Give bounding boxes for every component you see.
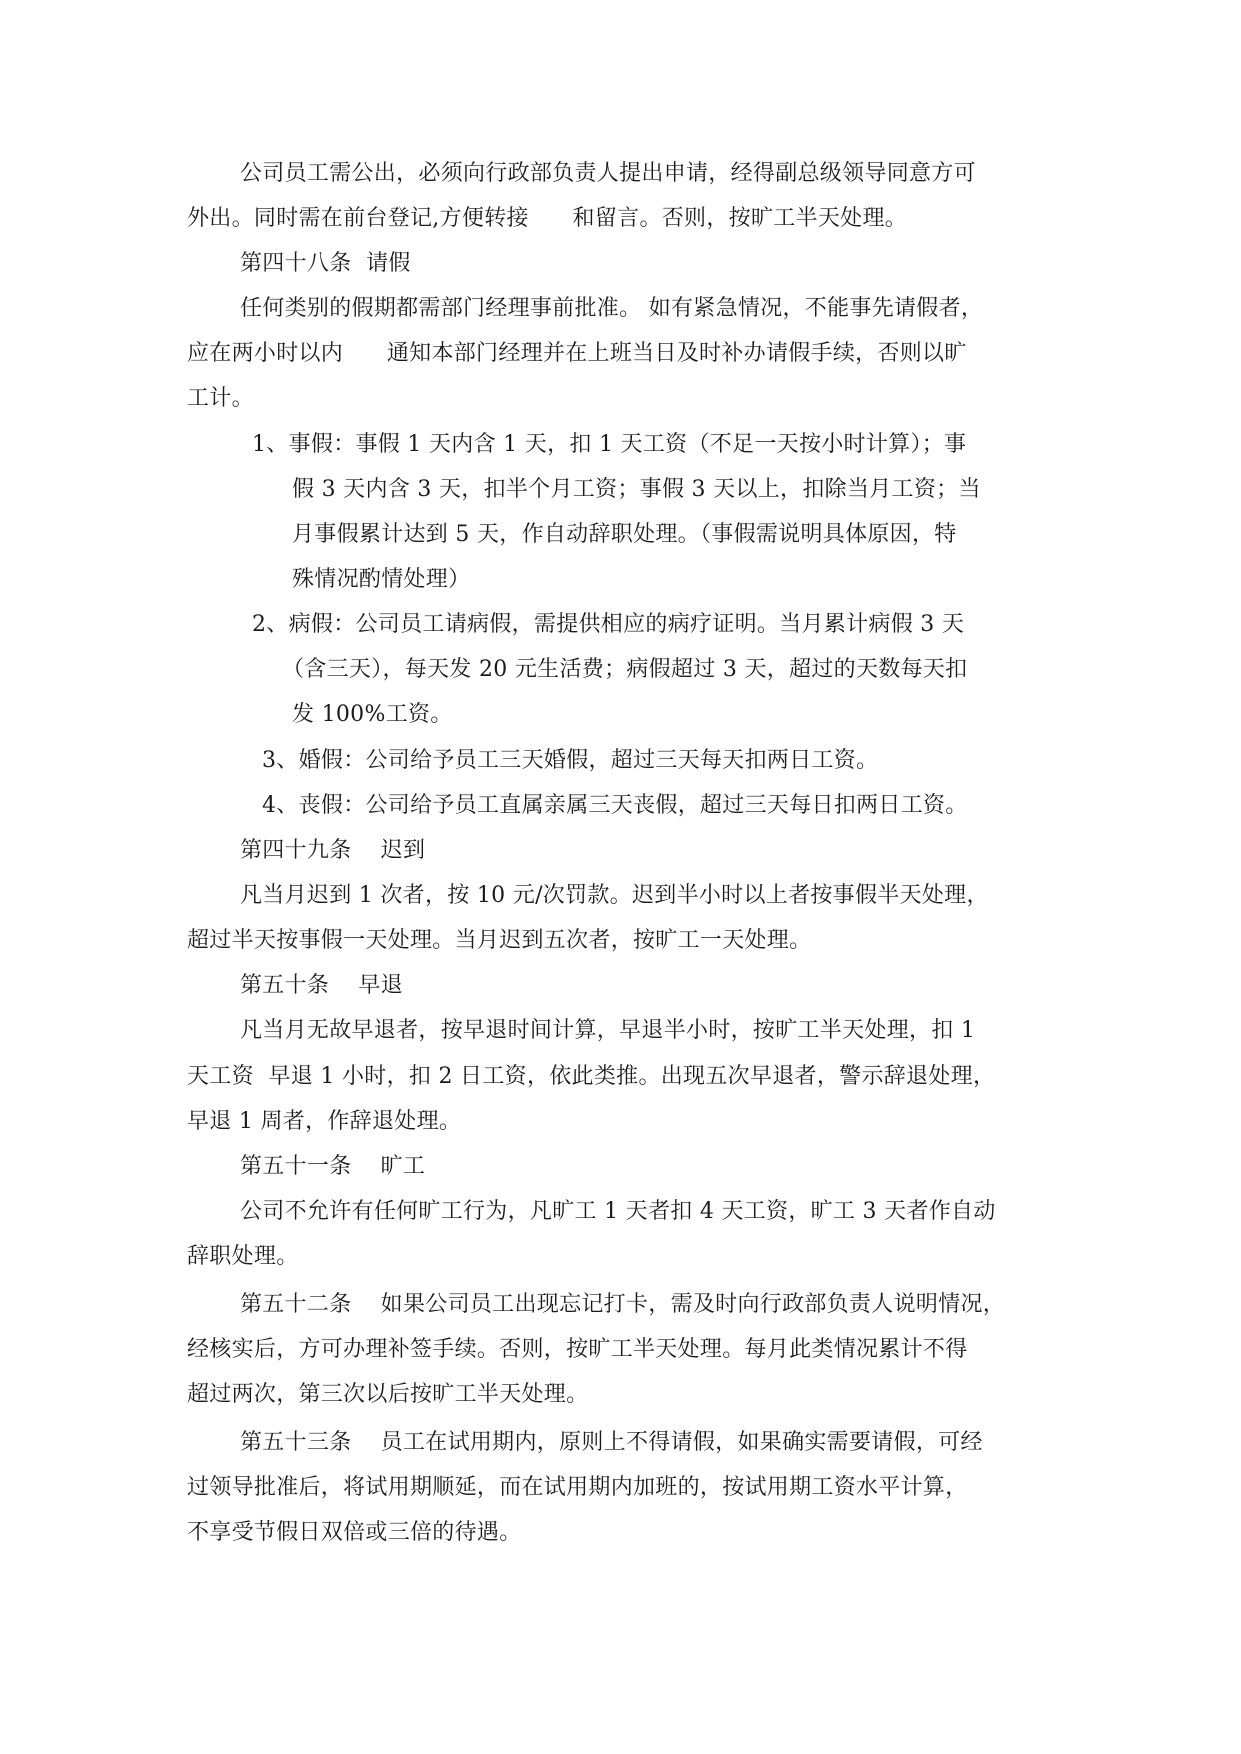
text-line: 殊情况酌情处理） [292,567,471,592]
text-line: 不享受节假日双倍或三倍的待遇。 [187,1520,522,1545]
list-item-bereavement-leave: 4、丧假：公司给予员工直属亲属三天丧假，超过三天每日扣两日工资。 [262,793,968,818]
heading-article-51: 第五十一条 旷工 [240,1154,426,1179]
text-line: 工计。 [187,386,254,411]
text-line: 凡当月无故早退者，按早退时间计算，早退半小时，按旷工半天处理，扣 1 [240,1018,976,1043]
heading-article-49: 第四十九条 迟到 [240,838,426,863]
heading-article-50: 第五十条 早退 [240,973,403,998]
text-line: 过领导批准后，将试用期顺延，而在试用期内加班的，按试用期工资水平计算， [187,1475,968,1500]
text-line: 任何类别的假期都需部门经理事前批准。 如有紧急情况，不能事先请假者， [240,296,984,321]
text-line: 超过两次，第三次以后按旷工半天处理。 [187,1382,589,1407]
text-line: 外出。同时需在前台登记,方便转接 和留言。否则，按旷工半天处理。 [187,206,908,231]
text-line: 经核实后，方可办理补签手续。否则，按旷工半天处理。每月此类情况累计不得 [187,1337,968,1362]
text-line: 超过半天按事假一天处理。当月迟到五次者，按旷工一天处理。 [187,928,812,953]
text-line: 月事假累计达到 5 天，作自动辞职处理。（事假需说明具体原因，特 [292,522,957,547]
heading-article-48: 第四十八条 请假 [240,251,411,276]
article-52-line: 第五十二条 如果公司员工出现忘记打卡，需及时向行政部负责人说明情况， [240,1292,1006,1317]
text-line: 假 3 天内含 3 天，扣半个月工资；事假 3 天以上，扣除当月工资；当 [292,477,981,502]
list-item-marriage-leave: 3、婚假：公司给予员工三天婚假，超过三天每天扣两日工资。 [262,748,879,773]
article-53-line: 第五十三条 员工在试用期内，原则上不得请假，如果确实需要请假，可经 [240,1430,983,1455]
list-item-personal-leave: 1、事假：事假 1 天内含 1 天，扣 1 天工资（不足一天按小时计算）；事 [252,432,967,457]
text-line: 应在两小时以内 通知本部门经理并在上班当日及时补办请假手续，否则以旷 [187,341,967,366]
text-line: 天工资 早退 1 小时，扣 2 日工资，依此类推。出现五次早退者，警示辞退处理， [187,1064,996,1089]
text-line: 发 100%工资。 [292,702,453,727]
text-line: 公司不允许有任何旷工行为，凡旷工 1 天者扣 4 天工资，旷工 3 天者作自动 [240,1199,996,1224]
text-line: 公司员工需公出，必须向行政部负责人提出申请，经得副总级领导同意方可 [240,161,976,186]
text-line: （含三天），每天发 20 元生活费；病假超过 3 天，超过的天数每天扣 [282,657,968,682]
text-line: 早退 1 周者，作辞退处理。 [187,1109,462,1134]
list-item-sick-leave: 2、病假：公司员工请病假，需提供相应的病疗证明。当月累计病假 3 天 [252,612,965,637]
text-line: 凡当月迟到 1 次者，按 10 元/次罚款。迟到半小时以上者按事假半天处理， [240,883,989,908]
text-line: 辞职处理。 [187,1244,299,1269]
